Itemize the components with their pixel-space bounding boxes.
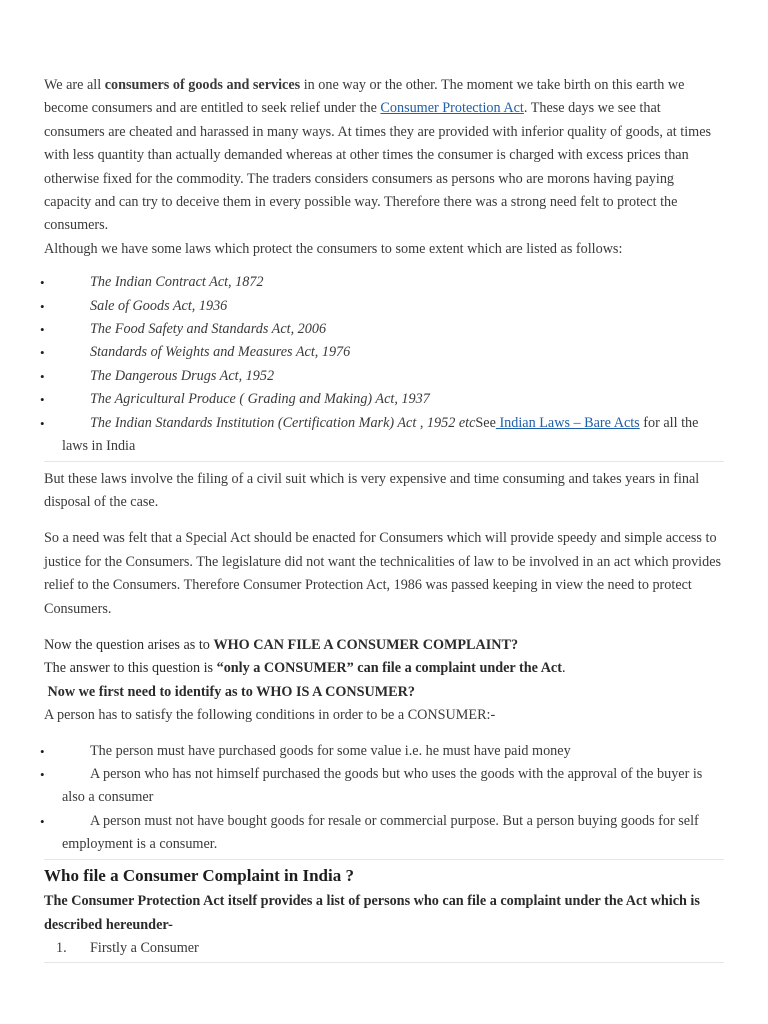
law-name: Sale of Goods Act, 1936: [90, 297, 228, 314]
conditions-intro: A person has to satisfy the following conditions in order to be a CONSUMER:-: [44, 707, 496, 724]
divider: [44, 962, 724, 963]
law-name: The Indian Standards Institution (Certification Mark) Act , 1952 etc: [90, 414, 476, 431]
laws-list: [44, 271, 724, 458]
law-name: The Food Safety and Standards Act, 2006: [90, 321, 327, 338]
civil-suit-paragraph: But these laws involve the filing of a civil suit which is very expensive and time consuming and takes years in final disposal of the case.: [44, 470, 700, 510]
law-name: The Indian Contract Act, 1872: [90, 274, 264, 291]
conditions-list: [44, 740, 724, 857]
complainants-list: [44, 937, 724, 960]
divider: [44, 461, 724, 462]
list-item: [44, 412, 724, 459]
intro-paragraph: [44, 74, 724, 238]
question-line: [44, 634, 724, 657]
list-item: [44, 318, 724, 341]
section-heading: Who file a Consumer Complaint in India ?: [44, 865, 354, 885]
special-act-paragraph: So a need was felt that a Special Act should be enacted for Consumers which will provide speedy and simple access to justice for the Consumers. The legislature did not want the technicalities of law to be involved in an act which provides relief to the Consumers. Therefore Consumer Protection Act, 1986 was passed keeping in view the need to protect Consumers.: [44, 530, 722, 617]
divider: [44, 859, 724, 860]
section-lead: The Consumer Protection Act itself provides a list of persons who can file a complaint under the Act which is described hereunder-: [44, 892, 700, 933]
law-tail-text: for all the laws in India: [62, 414, 699, 455]
answer-text: The answer to this question is: [44, 660, 217, 677]
see-text: See: [475, 414, 496, 431]
list-item: [44, 271, 724, 294]
list-item: [44, 740, 724, 763]
list-item-text: Firstly a Consumer: [90, 939, 199, 956]
who-is-consumer-line: Now we first need to identify as to WHO IS A CONSUMER?: [44, 683, 415, 700]
law-name: The Agricultural Produce ( Grading and Making) Act, 1937: [90, 391, 430, 408]
answer-text: .: [561, 660, 566, 677]
list-item: [44, 937, 724, 960]
condition-text: A person must not have bought goods for resale or commercial purpose. But a person buying goods for self employment is a consumer.: [62, 812, 699, 853]
consumer-protection-act-link[interactable]: Consumer Protection Act: [380, 100, 524, 117]
laws-intro-paragraph: Although we have some laws which protect the consumers to some extent which are listed as follows:: [44, 240, 623, 257]
answer-line: [44, 657, 724, 680]
intro-text: . These days we see that consumers are cheated and harassed in many ways. At times they are provided with inferior quality of goods, at times with less quantity than actually demanded whereas at other times the consumer is charged with excess prices than otherwise fixed for the commodity. The traders considers consumers as persons who are morons having paying capacity and can try to deceive them in every possible way. Therefore there was a strong need felt to protect the consumers.: [44, 100, 712, 234]
indian-laws-bare-acts-link[interactable]: Indian Laws – Bare Acts: [495, 414, 640, 431]
answer-bold-text: “only a CONSUMER” can file a complaint under the Act: [216, 660, 562, 677]
list-item: [44, 763, 724, 810]
list-number: 1.: [56, 939, 67, 956]
list-item: [44, 295, 724, 318]
law-name: Standards of Weights and Measures Act, 1976: [90, 344, 351, 361]
condition-text: A person who has not himself purchased the goods but who uses the goods with the approval of the buyer is also a consumer: [62, 765, 703, 806]
intro-bold-text: consumers of goods and services: [104, 77, 301, 93]
law-name: The Dangerous Drugs Act, 1952: [90, 367, 275, 384]
question-text: Now the question arises as to: [44, 636, 214, 653]
intro-text: in one way or the other. The moment we take birth on this earth we become consumers and are entitled to seek relief under the: [44, 77, 685, 117]
list-item: [44, 388, 724, 411]
list-item: [44, 810, 724, 857]
list-item: [44, 341, 724, 364]
question-bold-text: WHO CAN FILE A CONSUMER COMPLAINT?: [213, 636, 519, 653]
list-item: [44, 365, 724, 388]
intro-text: We are all: [44, 77, 105, 93]
article-body: [44, 74, 724, 963]
condition-text: The person must have purchased goods for some value i.e. he must have paid money: [90, 742, 571, 759]
